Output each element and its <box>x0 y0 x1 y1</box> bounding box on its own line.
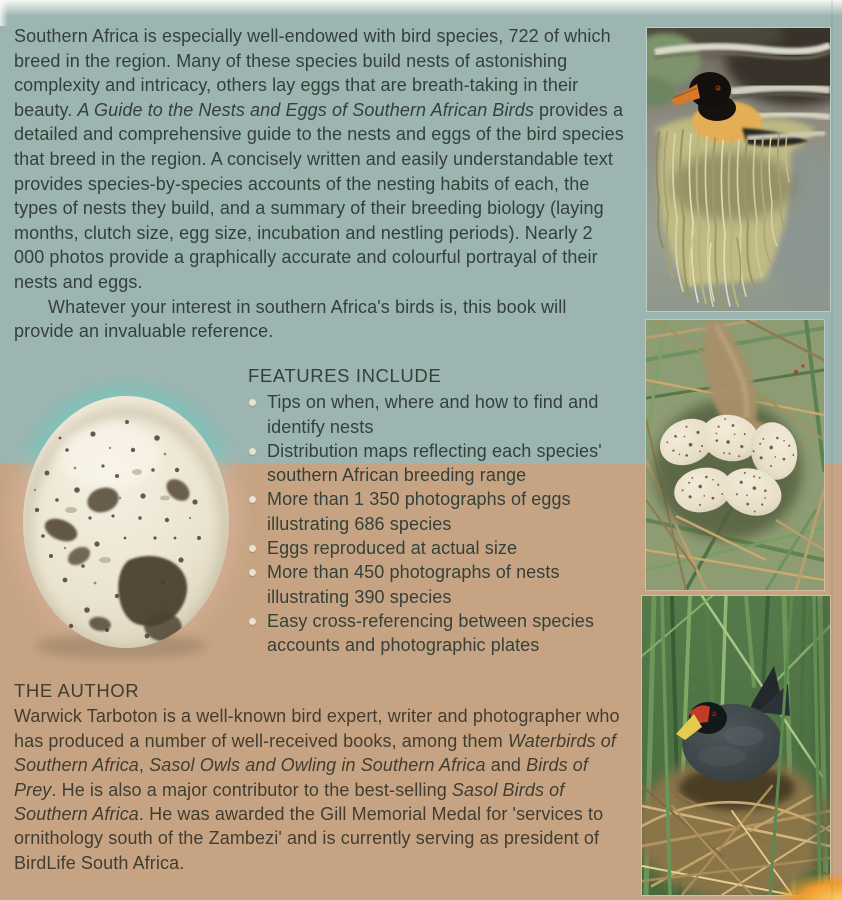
page-crease <box>831 0 833 900</box>
bullet-dot-icon <box>249 545 256 552</box>
bullet-dot-icon <box>249 569 256 576</box>
bullet-dot-icon <box>249 496 256 503</box>
list-item: More than 450 photographs of nests illustrating 390 species <box>248 560 620 609</box>
photo-oriole-on-lichen-nest <box>647 28 830 311</box>
bullet-dot-icon <box>249 618 256 625</box>
author-bio: Warwick Tarboton is a well-known bird expert, writer and photographer who has produced a number of well-received books, among them Waterbirds of Southern Africa, Sasol Owls and Owling in Southern Africa and Birds of Prey. He is also a major contributor to the best-selling Sasol Birds of Southern Africa. He was awarded the Gill Memorial Medal for 'services to ornithology south of the Zambezi' and is currently serving as president of BirdLife South Africa. <box>14 706 620 873</box>
list-item: Tips on when, where and how to find and identify nests <box>248 390 620 439</box>
features-list <box>248 390 620 657</box>
features-section <box>248 364 620 658</box>
list-item: Eggs reproduced at actual size <box>248 536 620 560</box>
left-edge-fade <box>0 0 8 26</box>
features-heading: FEATURES INCLUDE <box>248 365 442 386</box>
top-edge-fade <box>0 0 842 16</box>
list-item: More than 1 350 photographs of eggs illustrating 686 species <box>248 487 620 536</box>
author-section <box>14 679 630 875</box>
bullet-dot-icon <box>249 399 256 406</box>
photo-moorhen-on-nest <box>642 596 830 895</box>
bullet-dot-icon <box>249 448 256 455</box>
author-heading: THE AUTHOR <box>14 680 140 701</box>
intro-text-block <box>14 24 626 344</box>
intro-paragraph-2: Whatever your interest in southern Africa's birds is, this book will provide an invaluable reference. <box>14 296 567 342</box>
book-title-italic: A Guide to the Nests and Eggs of Southern African Birds <box>77 99 534 120</box>
list-item: Easy cross-referencing between species accounts and photographic plates <box>248 609 620 658</box>
photo-speckled-egg-actual-size <box>5 378 250 668</box>
photo-speckled-eggs-clutch <box>646 320 824 590</box>
intro-paragraph-1: Southern Africa is especially well-endowed with bird species, 722 of which breed in the region. Many of these species build nests of astonishing complexity and intricacy, others lay eggs that are breath-taking in their beauty. A Guide to the Nests and Eggs of Southern African Birds provides a detailed and comprehensive guide to the nests and eggs of the bird species that breed in the region. A concisely written and easily understandable text provides species-by-species accounts of the nesting habits of each, the types of nests they build, and a summary of their breeding biology (laying months, clutch size, egg size, incubation and nestling periods). Nearly 2 000 photos provide a graphically accurate and colourful portrayal of their nests and eggs. <box>14 26 624 292</box>
list-item: Distribution maps reflecting each species' southern African breeding range <box>248 439 620 488</box>
